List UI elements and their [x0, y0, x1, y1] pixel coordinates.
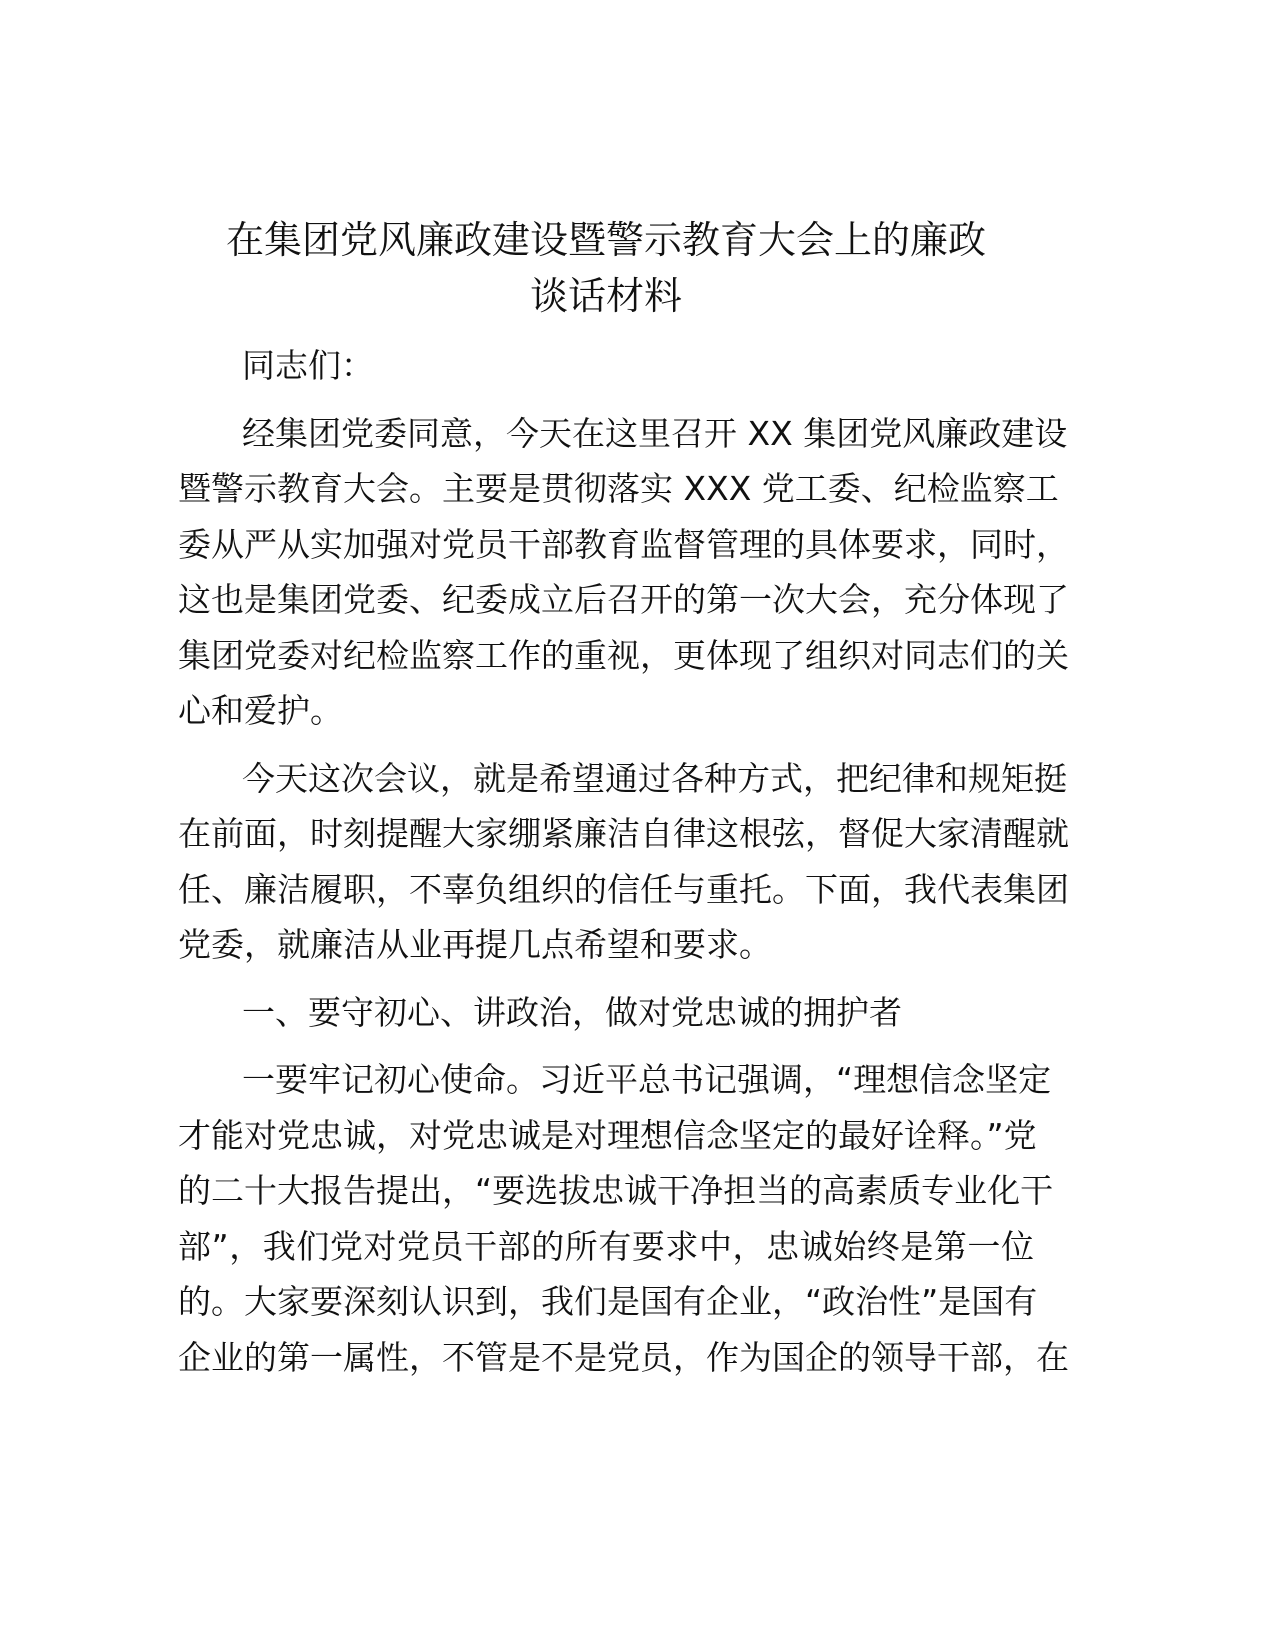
text-line: 的二十大报告提出，“要选拔忠诚干净担当的高素质专业化干	[178, 1171, 1054, 1210]
text-line: 暨警示教育大会。主要是贯彻落实 XXX 党工委、纪检监察工	[178, 469, 1059, 508]
text-line: 党委，就廉洁从业再提几点希望和要求。	[178, 925, 772, 964]
text-line: 才能对党忠诚，对党忠诚是对理想信念坚定的最好诠释。”党	[178, 1115, 1037, 1155]
text-line: 企业的第一属性，不管是不是党员，作为国企的领导干部，在	[178, 1337, 1069, 1377]
title-line-2: 谈话材料	[529, 274, 682, 318]
salutation-text: 同志们：	[242, 346, 374, 385]
text-line: 一要牢记初心使命。习近平总书记强调，“理想信念坚定	[242, 1060, 1052, 1099]
section-heading	[178, 985, 1034, 1041]
paragraph	[178, 751, 1069, 973]
paragraph	[178, 1052, 1069, 1385]
text-line: 的。大家要深刻认识到，我们是国有企业，“政治性”是国有	[178, 1282, 1038, 1321]
text-line: 委从严从实加强对党员干部教育监督管理的具体要求，同时，	[178, 524, 1069, 564]
text-line: 任、廉洁履职，不辜负组织的信任与重托。下面，我代表集团	[178, 869, 1069, 909]
text-line: 经集团党委同意，今天在这里召开 XX 集团党风廉政建设	[242, 413, 1068, 453]
text-line: 在前面，时刻提醒大家绷紧廉洁自律这根弦，督促大家清醒就	[178, 814, 1069, 853]
text-line: 这也是集团党委、纪委成立后召开的第一次大会，充分体现了	[178, 580, 1069, 619]
document-title	[150, 212, 1062, 324]
text-line: 今天这次会议，就是希望通过各种方式，把纪律和规矩挺	[242, 758, 1067, 798]
text-line: 心和爱护。	[178, 691, 343, 730]
title-line-1: 在集团党风廉政建设暨警示教育大会上的廉政	[225, 218, 986, 262]
salutation	[178, 338, 1034, 394]
paragraph	[178, 406, 1069, 739]
text-line: 一、要守初心、讲政治，做对党忠诚的拥护者	[242, 992, 902, 1032]
document-body	[178, 338, 1069, 1397]
text-line: 部”，我们党对党员干部的所有要求中，忠诚始终是第一位	[178, 1226, 1034, 1266]
text-line: 集团党委对纪检监察工作的重视，更体现了组织对同志们的关	[178, 635, 1069, 675]
